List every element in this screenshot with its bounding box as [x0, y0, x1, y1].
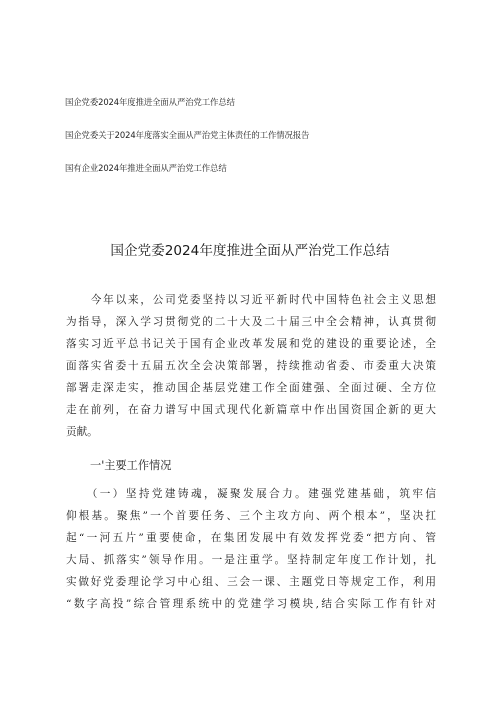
paragraph-line: 落实习近平总书记关于国有企业改革发展和党的建设的重要论述，全 [66, 338, 436, 350]
table-of-contents [65, 96, 445, 174]
paragraph-line: 部署走深走实，推动国企基层党建工作全面建强、全面过硬、全方位 [66, 382, 436, 394]
paragraph-line: 走在前列，在奋力谱写中国式现代化新篇章中作出国资国企新的更大 [66, 404, 436, 416]
paragraph-line: 大局、抓落实”领导作用。一是注重学。坚持制定年度工作计划，扎 [66, 554, 436, 566]
paragraph-line: 面落实省委十五届五次全会决策部署，持续推动省委、市委重大决策 [66, 360, 436, 372]
toc-item[interactable]: 国有企业2024年推进全面从严治党工作总结 [65, 163, 227, 173]
paragraph-line: 起“一河五片”重要使命，在集团发展中有效发挥党委“把方向、管 [66, 532, 436, 544]
section-paragraph [66, 483, 436, 615]
paragraph-line: 贡献。 [66, 426, 98, 438]
paragraph-line: “数字高投”综合管理系统中的党建学习模块,结合实际工作有针对 [66, 598, 436, 610]
toc-item[interactable]: 国企党委关于2024年度落实全面从严治党主体责任的工作情况报告 [65, 130, 310, 140]
intro-paragraph [66, 289, 436, 443]
section-heading: 一'主要工作情况 [90, 459, 172, 472]
paragraph-line: 实做好党委理论学习中心组、三会一课、主题党日等规定工作，利用 [66, 576, 436, 588]
document-title: 国企党委2024年度推进全面从严治党工作总结 [110, 243, 390, 259]
paragraph-line: （一）坚持党建铸魂，凝聚发展合力。建强党建基础，筑牢信 [66, 488, 436, 500]
paragraph-line: 今年以来，公司党委坚持以习近平新时代中国特色社会主义思想 [66, 294, 436, 306]
paragraph-line: 为指导，深入学习贯彻党的二十大及二十届三中全会精神，认真贯彻 [66, 316, 436, 328]
paragraph-line: 仰根基。聚焦”一个首要任务、三个主攻方向、两个根本”，坚决扛 [66, 510, 436, 522]
toc-item[interactable]: 国企党委2024年度推进全面从严治党工作总结 [65, 97, 235, 107]
